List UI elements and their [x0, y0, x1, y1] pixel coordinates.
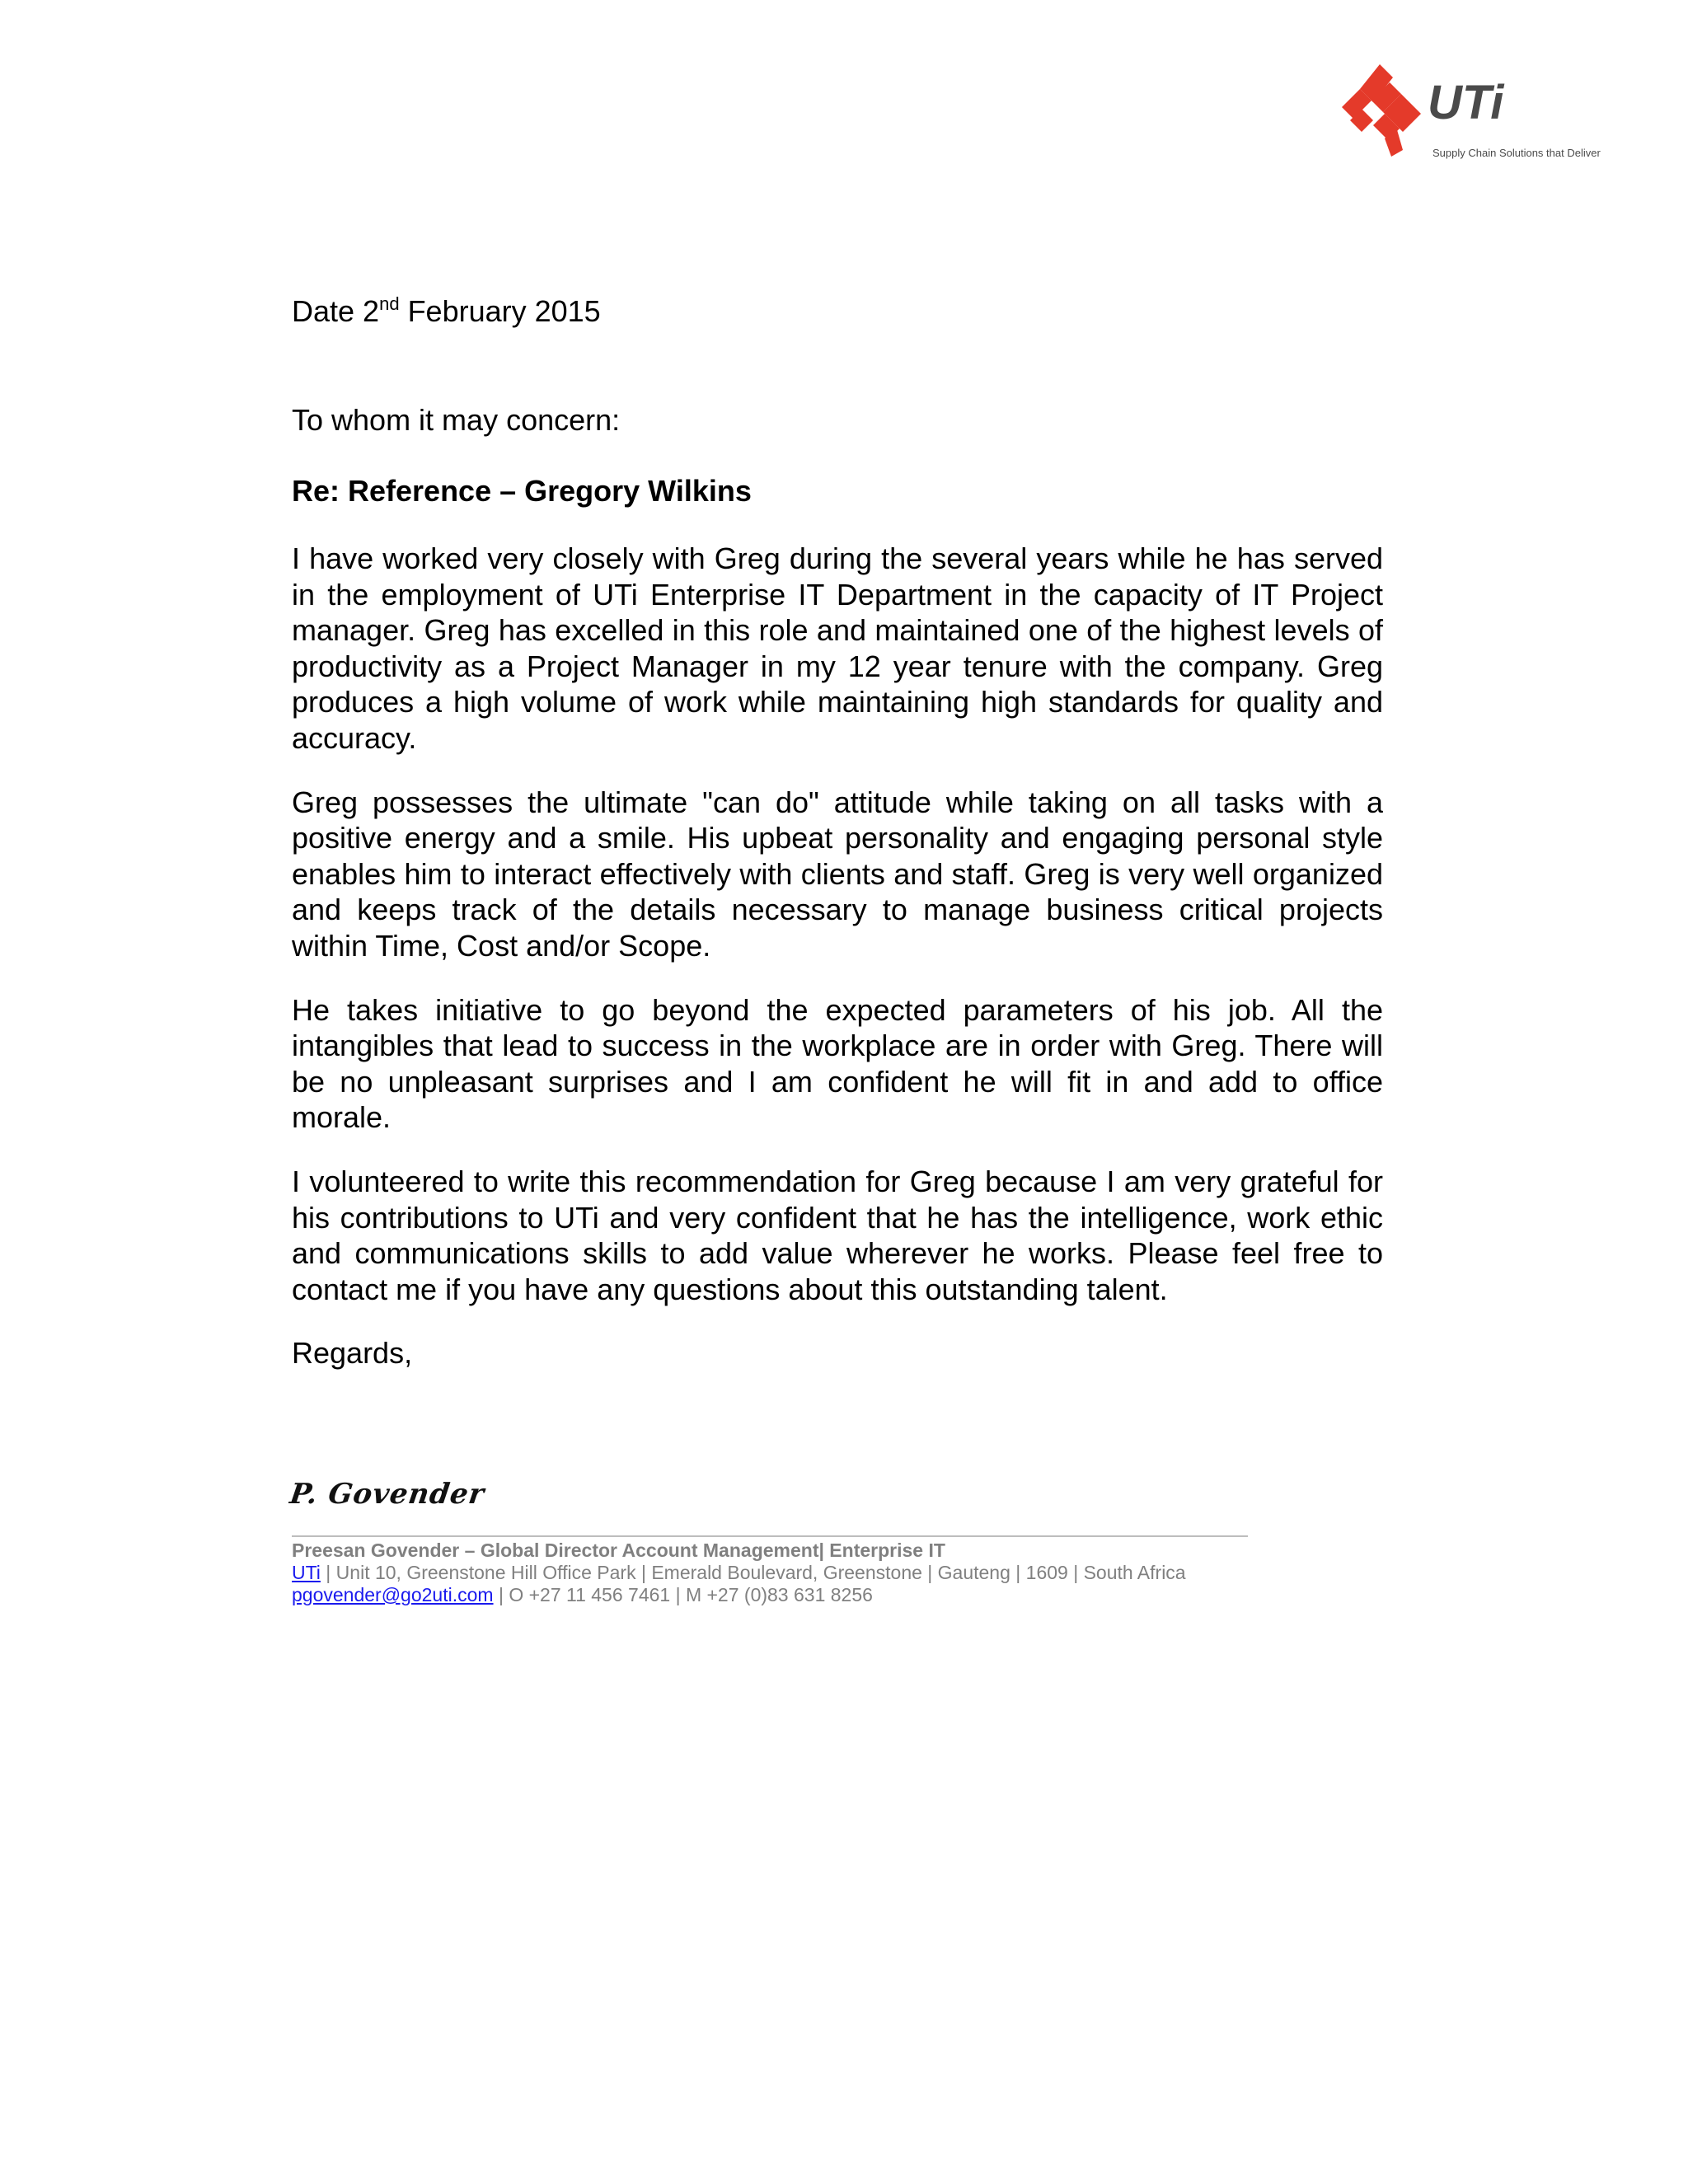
uti-logo-mark: [1342, 59, 1601, 166]
paragraph-4: I volunteered to write this recommendation for Greg because I am very grateful for his contributions to UTi and very confident that he has the intelligence, work ethic and communications skills to add value wherever he works. Please feel free to contact me if you have any questions about this outstanding talent.: [292, 1164, 1383, 1306]
company-address: | Unit 10, Greenstone Hill Office Park | Emerald Boulevard, Greenstone | Gauteng | 1609 | South Africa: [320, 1562, 1186, 1583]
contact-line: [292, 1584, 1363, 1606]
letter-closing: Regards,: [292, 1336, 413, 1371]
letter-salutation: To whom it may concern:: [292, 403, 621, 437]
logo-tagline: Supply Chain Solutions that Deliver: [1432, 147, 1601, 159]
uti-logo: [1342, 59, 1601, 166]
company-address-line: [292, 1562, 1363, 1584]
paragraph-2: Greg possesses the ultimate "can do" attitude while taking on all tasks with a positive energy and a smile. His upbeat personality and engaging personal style enables him to interact effectively with clients and staff. Greg is very well organized and keeps track of the details necessary to manage business critical projects within Time, Cost and/or Scope.: [292, 785, 1383, 963]
letter-body: [292, 288, 1383, 1376]
paragraph-3: He takes initiative to go beyond the expected parameters of his job. All the intangibles that lead to success in the workplace are in order with Greg. There will be no unpleasant surprises and I am confident he will fit in and add to office morale.: [292, 992, 1383, 1135]
signature-block: [292, 1540, 1363, 1606]
logo-wordmark: UTi: [1428, 76, 1504, 129]
logo-arrows-icon: [1342, 64, 1421, 157]
signature-divider: [292, 1535, 1248, 1537]
email-link[interactable]: pgovender@go2uti.com: [292, 1584, 494, 1605]
letter-subject: Re: Reference – Gregory Wilkins: [292, 474, 752, 508]
letter-date: Date 2nd February 2015: [292, 293, 601, 328]
handwritten-signature: P. Govender: [288, 1478, 487, 1511]
company-link[interactable]: UTi: [292, 1562, 321, 1583]
signer-name-title: Preesan Govender – Global Director Account Management| Enterprise IT: [292, 1540, 945, 1561]
paragraph-1: I have worked very closely with Greg during the several years while he has served in the employment of UTi Enterprise IT Department in the capacity of IT Project manager. Greg has excelled in this role and maintained one of the highest levels of productivity as a Project Manager in my 12 year tenure with the company. Greg produces a high volume of work while maintaining high standards for quality and accuracy.: [292, 541, 1383, 755]
date-ordinal: nd: [379, 293, 400, 314]
phone-numbers: | O +27 11 456 7461 | M +27 (0)83 631 8256: [493, 1584, 873, 1605]
